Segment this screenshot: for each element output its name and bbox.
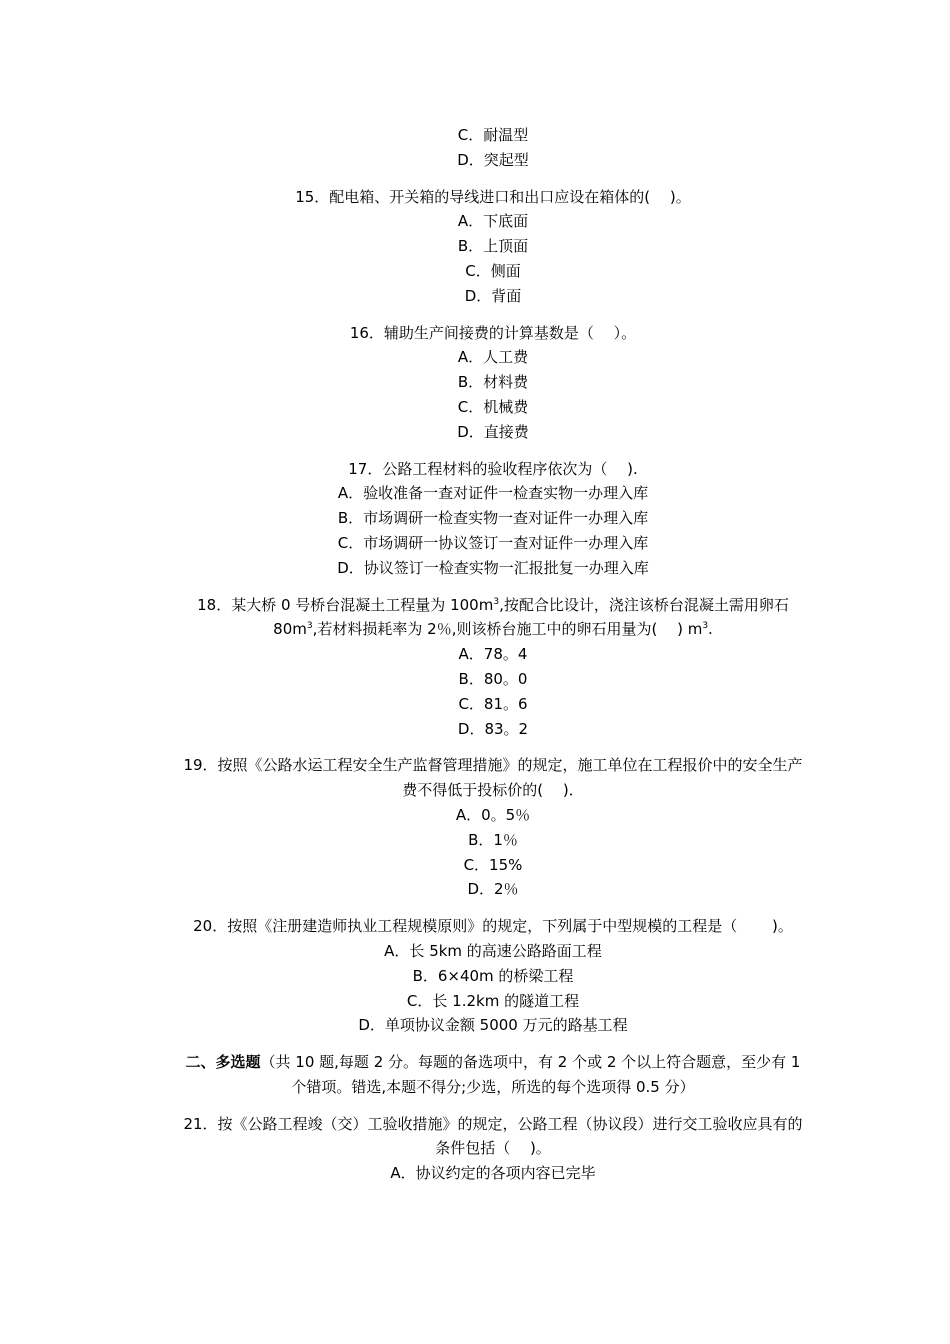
option-b: B．上顶面 [457, 237, 529, 256]
option-b: B．材料费 [457, 373, 529, 392]
option-c: C．侧面 [465, 261, 521, 280]
question-20 [180, 914, 806, 1038]
stem-text: 18．某大桥 0 号桥台混凝土工程量为 100m [197, 595, 494, 614]
question-stem: 17．公路工程材料的验收程序依次为（ ). [348, 459, 638, 478]
question-stem: 15．配电箱、开关箱的导线进口和出口应设在箱体的( )。 [295, 187, 691, 206]
option-a: A．协议约定的各项内容已完毕 [390, 1164, 596, 1183]
option-d: D．协议签订一检查实物一汇报批复一办理入库 [337, 558, 649, 577]
option-b: B．80。0 [458, 669, 528, 688]
option-a: A．长 5km 的高速公路路面工程 [384, 941, 602, 960]
question-15 [180, 185, 806, 309]
option-a: A．下底面 [457, 212, 529, 231]
question-17 [180, 457, 806, 581]
option-c: C．耐温型 [457, 126, 529, 144]
option-d: D．直接费 [457, 422, 529, 441]
stem-text: . [708, 620, 713, 639]
option-d: D．背面 [464, 286, 522, 305]
question-16 [180, 321, 806, 445]
option-c: C．机械费 [457, 397, 529, 416]
option-b: B．1％ [468, 830, 518, 849]
stem-text: ,若材料损耗率为 2％,则该桥台施工中的卵石用量为( ) m [312, 620, 703, 639]
superscript: 3 [702, 621, 709, 632]
option-a: A．验收准备一查对证件一检查实物一办理入库 [337, 484, 649, 503]
option-c: C．长 1.2km 的隧道工程 [406, 991, 580, 1010]
option-a: A．78。4 [458, 645, 528, 664]
option-d: D．2％ [467, 880, 519, 899]
section-description: （共 10 题,每题 2 分。每题的备选项中，有 2 个或 2 个以上符合题意，至少有 1 个错项。错选,本题不得分;少选，所选的每个选项得 0.5 分） [260, 1053, 801, 1096]
option-d: D．单项协议金额 5000 万元的路基工程 [358, 1016, 628, 1035]
option-a: A．0。5％ [455, 805, 531, 824]
superscript: 3 [493, 596, 500, 607]
option-c: C．市场调研一协议签订一查对证件一办理入库 [337, 533, 649, 552]
question-18 [180, 593, 806, 742]
option-a: A．人工费 [457, 348, 529, 367]
question-stem: 20．按照《注册建造师执业工程规模原则》的规定，下列属于中型规模的工程是（ )。 [193, 917, 793, 936]
exam-page [180, 123, 806, 1186]
option-d: D．突起型 [457, 150, 529, 169]
question-19 [180, 753, 806, 902]
question-stem: 21．按《公路工程竣（交）工验收措施》的规定，公路工程（协议段）进行交工验收应具有的条件包括（ )。 [183, 1114, 803, 1158]
option-b: B．6×40m 的桥梁工程 [412, 966, 574, 985]
question-21 [180, 1112, 806, 1186]
option-c: C．15% [463, 855, 523, 874]
option-c: C．81。6 [458, 694, 528, 713]
question-stem: 16．辅助生产间接费的计算基数是（ ）。 [349, 323, 637, 342]
superscript: 3 [306, 621, 313, 632]
option-b: B．市场调研一检查实物一查对证件一办理入库 [337, 509, 649, 528]
question-stem: 19．按照《公路水运工程安全生产监督管理措施》的规定，施工单位在工程报价中的安全生产费不得低于投标价的( )． [183, 756, 803, 800]
section-title: 二、多选题 [185, 1053, 261, 1072]
stem-text: ,按配合比设计，浇注该桥台混凝土需用卵石 80m [273, 595, 789, 639]
section-multi-choice [180, 1050, 806, 1100]
section-heading [180, 1050, 806, 1100]
option-d: D．83。2 [457, 719, 529, 738]
question-14-tail [180, 123, 806, 173]
question-stem [180, 593, 806, 643]
